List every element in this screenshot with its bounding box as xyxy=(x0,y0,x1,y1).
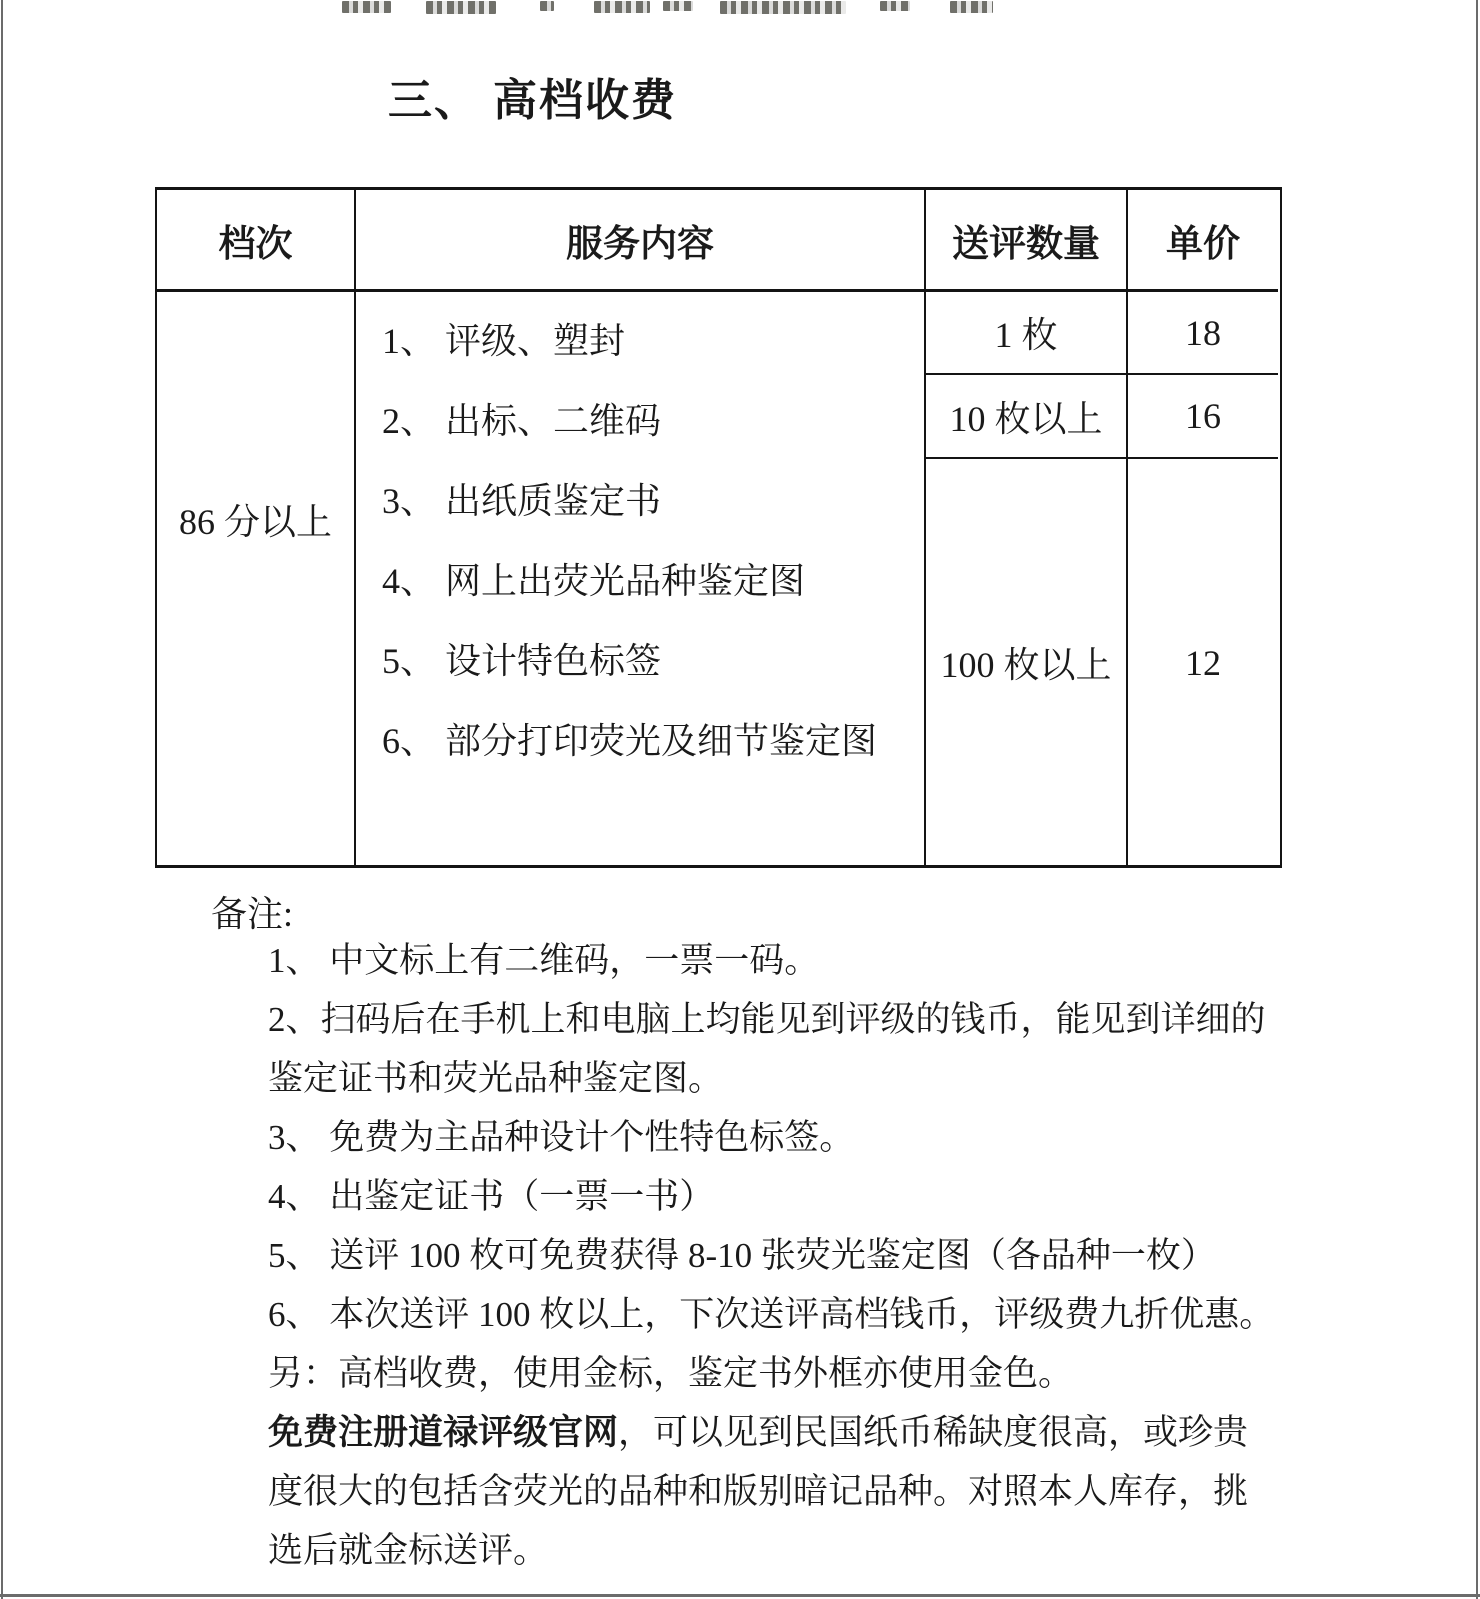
table-header-unit-price: 单价 xyxy=(1128,190,1278,292)
table-header-quantity: 送评数量 xyxy=(926,190,1128,292)
service-item: 4、 网上出荧光品种鉴定图 xyxy=(382,560,806,601)
unit-price-cell: 18 xyxy=(1128,292,1278,375)
grade-value: 86 分以上 xyxy=(178,502,332,542)
service-item: 6、 部分打印荧光及细节鉴定图 xyxy=(382,720,878,761)
service-item: 5、 设计特色标签 xyxy=(382,640,662,681)
note-line-bold-start xyxy=(268,1400,1308,1459)
page-title: 三、 高档收费 xyxy=(388,76,677,125)
clipped-text-fragment xyxy=(540,1,554,11)
notes-label: 备注: xyxy=(211,894,294,934)
page-border-right xyxy=(1476,0,1478,1599)
note-line: 2、扫码后在手机上和电脑上均能见到评级的钱币，能见到详细的 xyxy=(268,999,1266,1039)
grade-cell xyxy=(157,292,356,866)
quantity-cell: 10 枚以上 xyxy=(926,375,1128,459)
service-item: 1、 评级、塑封 xyxy=(382,320,626,361)
note-line: 选后就金标送评。 xyxy=(268,1530,549,1570)
note-line: 鉴定证书和荧光品种鉴定图。 xyxy=(268,1058,724,1098)
clipped-text-fragment xyxy=(594,1,650,13)
unit-price-cell: 16 xyxy=(1128,375,1278,459)
table-header-grade: 档次 xyxy=(157,190,356,292)
unit-price-cell: 12 xyxy=(1185,642,1221,683)
page-border-bottom xyxy=(0,1594,1480,1597)
note-line: 另：高档收费，使用金标，鉴定书外框亦使用金色。 xyxy=(268,1353,1074,1393)
clipped-text-fragment xyxy=(342,1,391,13)
clipped-text-fragment xyxy=(880,1,910,11)
note-line: 5、 送评 100 枚可免费获得 8-10 张荧光鉴定图（各品种一枚） xyxy=(268,1235,1216,1275)
table-header-service: 服务内容 xyxy=(356,190,926,292)
note-line: 6、 本次送评 100 枚以上，下次送评高档钱币，评级费九折优惠。 xyxy=(268,1294,1275,1334)
clipped-text-fragment xyxy=(426,1,496,14)
page-border-left xyxy=(1,0,3,1599)
service-item: 2、 出标、二维码 xyxy=(382,400,662,441)
note-line: 3、 免费为主品种设计个性特色标签。 xyxy=(268,1117,855,1157)
notes-block xyxy=(268,928,1308,1577)
clipped-text-fragment xyxy=(720,1,846,14)
bold-registration-text: 免费注册道禄评级官网 xyxy=(268,1412,619,1452)
note-line: 度很大的包括含荧光的品种和版别暗记品种。对照本人库存，挑 xyxy=(268,1471,1249,1511)
quantity-cell: 1 枚 xyxy=(926,292,1128,375)
clipped-text-fragment xyxy=(663,1,693,11)
service-item: 3、 出纸质鉴定书 xyxy=(382,480,662,521)
fee-table xyxy=(155,187,1282,868)
quantity-cell: 100 枚以上 xyxy=(926,459,1128,866)
service-content-cell xyxy=(356,292,926,866)
note-line: 1、 中文标上有二维码，一票一码。 xyxy=(268,940,820,980)
note-line-rest: ，可以见到民国纸币稀缺度很高，或珍贵 xyxy=(618,1412,1249,1452)
note-line: 4、 出鉴定证书（一票一书） xyxy=(268,1176,715,1216)
clipped-previous-line xyxy=(0,0,1480,16)
clipped-text-fragment xyxy=(950,1,993,13)
